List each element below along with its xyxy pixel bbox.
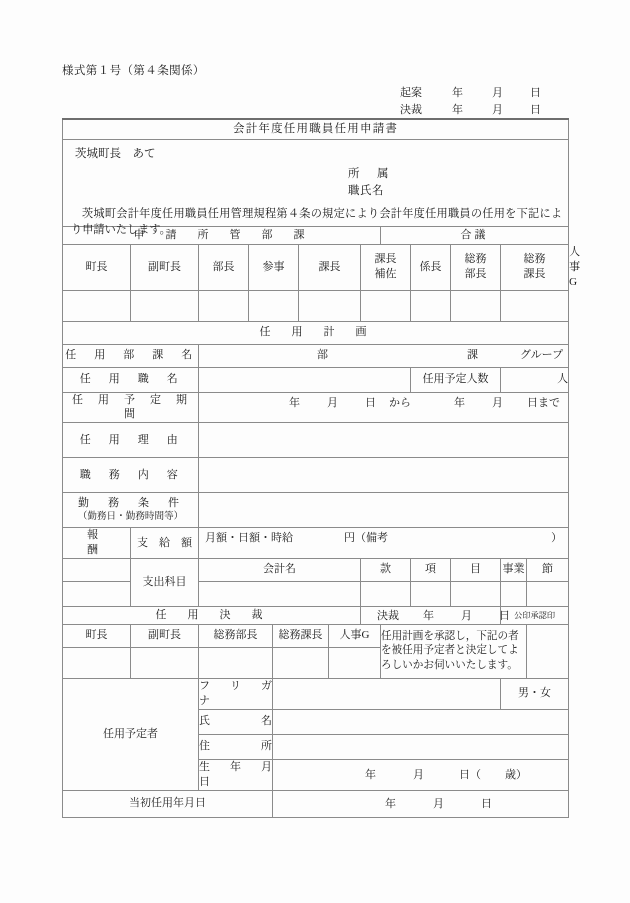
expense-value-project[interactable] <box>501 581 527 606</box>
amount-close: ） <box>551 532 563 545</box>
expense-value-setsu[interactable] <box>527 581 569 606</box>
sanction-note: 任用計画を承認し，下記の者を被任用予定者と決定してよろしいかお伺いいたします。 <box>381 624 527 678</box>
appointee-address-value[interactable] <box>273 734 569 759</box>
headcount-label: 任用予定人数 <box>411 367 501 392</box>
plan-section-row <box>63 321 569 344</box>
plan-section-title: 任 用 計 画 <box>63 321 569 344</box>
stamp-label-subsection-chief: 係長 <box>411 245 451 291</box>
stamp-group-applicant: 申 請 所 管 部 課 <box>63 227 381 245</box>
stamp-box-general-affairs-chief[interactable] <box>501 290 569 321</box>
period-month-end: 月 <box>492 396 503 409</box>
sanction-label-row <box>63 624 569 647</box>
period-day-start: 日 <box>365 396 376 409</box>
expense-col-kan: 款 <box>361 558 411 581</box>
sanction-box-ga-chief[interactable] <box>273 647 329 678</box>
period-from: から <box>389 396 411 409</box>
stamp-box-subsection-chief[interactable] <box>411 290 451 321</box>
sanction-date-label: 決裁 <box>377 609 399 622</box>
sanction-year: 年 <box>452 104 463 116</box>
sanction-date-cell[interactable] <box>361 606 510 624</box>
birth-year: 年 <box>365 768 376 781</box>
dept-name-value[interactable] <box>199 344 569 367</box>
furigana-value[interactable] <box>273 678 501 709</box>
appointee-label: 任用予定者 <box>63 678 199 790</box>
period-value[interactable] <box>199 392 569 423</box>
birth-day: 日（ <box>459 768 481 781</box>
reason-label: 任 用 理 由 <box>63 423 199 458</box>
dept-group-label: グループ <box>519 348 564 361</box>
birth-age: 歳） <box>505 768 527 781</box>
period-year-end: 年 <box>454 396 465 409</box>
expense-value-kan[interactable] <box>361 581 411 606</box>
first-day: 日 <box>481 797 492 810</box>
headcount-value[interactable]: 人 <box>501 367 569 392</box>
reason-row <box>63 423 569 458</box>
conditions-label-sub: （勤務日・勤務時間等） <box>77 511 184 523</box>
application-statement: 茨城町会計年度任用職員任用管理規程第４条の規定により会計年度任用職員の任用を下記により申請いたします。 <box>71 208 563 237</box>
affiliation-label: 所 属 <box>348 168 392 180</box>
stamp-box-vice-mayor[interactable] <box>131 290 199 321</box>
stamp-box-director[interactable] <box>199 290 249 321</box>
addressee-text: 茨城町長 あて <box>75 148 156 160</box>
period-row <box>63 392 569 423</box>
seal-approval-label: 公印承認印 <box>501 606 569 624</box>
appointee-name-label: 氏 名 <box>199 709 273 734</box>
sanction-month: 月 <box>492 104 503 116</box>
sanction-header-row <box>63 606 569 624</box>
expense-label: 支出科目 <box>131 558 199 606</box>
stamp-box-mayor[interactable] <box>63 290 131 321</box>
application-form-table <box>62 118 581 818</box>
expense-col-account: 会計名 <box>199 558 361 581</box>
sanction-label-mayor: 町長 <box>63 624 131 647</box>
appointee-address-label: 住 所 <box>199 734 273 759</box>
draft-year: 年 <box>452 87 463 99</box>
appointee-furigana-row <box>63 678 569 709</box>
furigana-label: フ リ ガ ナ <box>199 678 273 709</box>
duties-row <box>63 458 569 493</box>
duties-value[interactable] <box>199 458 569 493</box>
appointee-birth-label: 生 年 月 日 <box>199 759 273 790</box>
first-month: 月 <box>433 797 444 810</box>
dept-bu-label: 部 <box>317 348 328 361</box>
expense-value-ko[interactable] <box>411 581 451 606</box>
seal-approval-box[interactable] <box>527 624 569 678</box>
sanction-label-ga-director: 総務部長 <box>199 624 273 647</box>
draft-month: 月 <box>492 87 503 99</box>
applicant-name-label: 職氏名 <box>348 185 384 197</box>
amount-value[interactable] <box>199 528 569 559</box>
period-day-end: 日まで <box>527 396 560 409</box>
sanction-date-year: 年 <box>423 609 434 622</box>
amount-unit: 円（備考 <box>344 532 388 545</box>
sanction-section-title: 任 用 決 裁 <box>63 606 361 624</box>
conditions-value[interactable] <box>199 493 569 528</box>
conditions-label-main: 勤 務 条 件 <box>78 497 183 510</box>
approval-date-block <box>400 84 550 118</box>
appointee-birth-value[interactable] <box>273 759 569 790</box>
dept-ka-label: 課 <box>467 348 478 361</box>
stamp-label-director: 部長 <box>199 245 249 291</box>
stamp-label-section-chief: 課長 <box>299 245 361 291</box>
stamp-label-general-affairs-director: 総務 部長 <box>451 245 501 291</box>
draft-date-row <box>400 84 550 101</box>
stamp-box-counselor[interactable] <box>249 290 299 321</box>
stamp-label-counselor: 参事 <box>249 245 299 291</box>
amount-types: 月額・日額・時給 <box>205 532 293 545</box>
first-appointment-value[interactable] <box>273 790 569 817</box>
period-month-start: 月 <box>327 396 338 409</box>
stamp-label-deputy-section-chief: 課長 補佐 <box>361 245 411 291</box>
first-appointment-label: 当初任用年月日 <box>63 790 273 817</box>
dept-name-label: 任 用 部 課 名 <box>63 344 199 367</box>
remuneration-amount-row <box>63 528 569 559</box>
position-name-label: 任 用 職 名 <box>63 367 199 392</box>
remuneration-label: 報 酬 <box>63 528 131 559</box>
birth-month: 月 <box>413 768 424 781</box>
stamp-box-deputy-section-chief[interactable] <box>361 290 411 321</box>
sanction-box-mayor[interactable] <box>63 647 131 678</box>
sanction-box-ga-director[interactable] <box>199 647 273 678</box>
addressee-row <box>63 140 569 227</box>
stamp-box-general-affairs-director[interactable] <box>451 290 501 321</box>
title-row <box>63 119 569 140</box>
stamp-box-row <box>63 290 569 321</box>
remuneration-label-spacer <box>63 558 131 581</box>
first-appointment-row <box>63 790 569 817</box>
sanction-box-vice-mayor[interactable] <box>131 647 199 678</box>
sanction-label-vice-mayor: 副町長 <box>131 624 199 647</box>
stamp-label-mayor: 町長 <box>63 245 131 291</box>
stamp-group-consult: 合議 <box>381 227 569 245</box>
sanction-date-day: 日 <box>499 609 510 622</box>
form-number: 様式第１号（第４条関係） <box>62 65 205 77</box>
amount-label: 支 給 額 <box>131 528 199 559</box>
reason-value[interactable] <box>199 423 569 458</box>
sanction-date-month: 月 <box>461 609 472 622</box>
expense-header-row <box>63 558 569 581</box>
form-title: 会計年度任用職員任用申請書 <box>63 119 569 140</box>
conditions-row <box>63 493 569 528</box>
gender-label[interactable]: 男・女 <box>501 678 569 709</box>
dept-name-row <box>63 344 569 367</box>
stamp-label-vice-mayor: 副町長 <box>131 245 199 291</box>
stamp-label-general-affairs-chief: 総務 課長 <box>501 245 569 291</box>
remuneration-label-spacer2 <box>63 581 131 606</box>
draft-label: 起案 <box>400 87 422 99</box>
sanction-label: 決裁 <box>400 104 422 116</box>
expense-value-account[interactable] <box>199 581 361 606</box>
sanction-box-personnel-group[interactable] <box>329 647 381 678</box>
stamp-box-section-chief[interactable] <box>299 290 361 321</box>
conditions-label <box>63 493 199 528</box>
expense-value-moku[interactable] <box>451 581 501 606</box>
expense-col-project: 事業 <box>501 558 527 581</box>
expense-col-ko: 項 <box>411 558 451 581</box>
sanction-day: 日 <box>530 104 541 116</box>
appointee-name-value[interactable] <box>273 709 569 734</box>
expense-col-setsu: 節 <box>527 558 569 581</box>
sanction-date-row <box>400 101 550 118</box>
expense-col-moku: 目 <box>451 558 501 581</box>
first-year: 年 <box>385 797 396 810</box>
sanction-label-ga-chief: 総務課長 <box>273 624 329 647</box>
position-name-value[interactable] <box>199 367 411 392</box>
duties-label: 職 務 内 容 <box>63 458 199 493</box>
sanction-label-personnel-group: 人事G <box>329 624 381 647</box>
period-year-start: 年 <box>289 396 300 409</box>
stamp-label-row: 町長 副町長 部長 参事 課長 課長 補佐 係長 総務 部長 総務 課長 人事G <box>63 245 569 291</box>
position-row <box>63 367 569 392</box>
draft-day: 日 <box>530 87 541 99</box>
period-label: 任 用 予 定 期 間 <box>63 392 199 423</box>
